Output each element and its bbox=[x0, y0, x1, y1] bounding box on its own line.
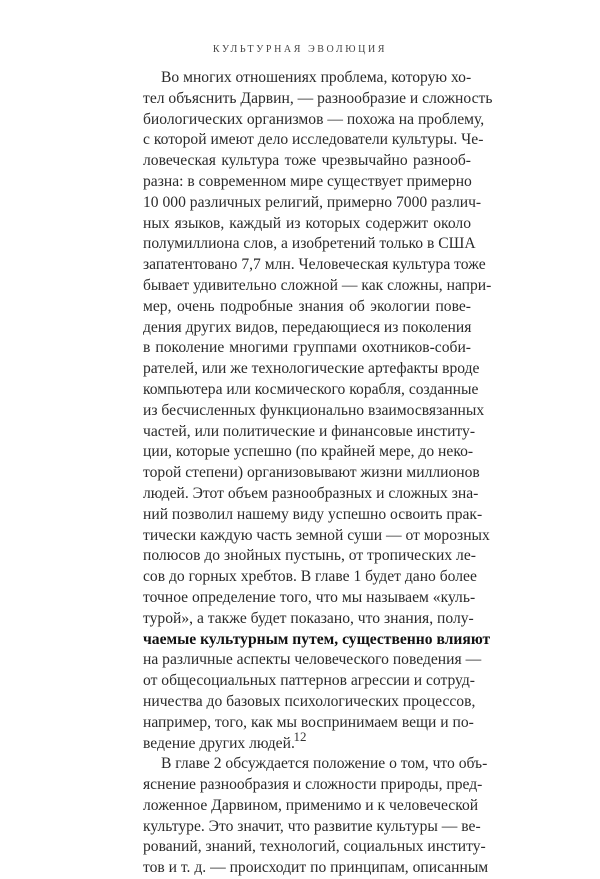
text-line: тически каждую часть земной суши — от морозных bbox=[143, 526, 490, 544]
text-line: В главе 2 обсуждается положение о том, что объ- bbox=[161, 755, 488, 773]
paragraph-1 bbox=[143, 68, 493, 754]
text-line: Во многих отношениях проблема, которую хо- bbox=[161, 69, 472, 86]
text-line: ных языков, каждый из которых содержит около bbox=[143, 214, 471, 232]
text-line: тов и т. д. — происходит по принципам, описанным bbox=[143, 859, 489, 877]
page-number: 12 bbox=[293, 729, 307, 744]
text-line: на различные аспекты человеческого поведения — bbox=[143, 651, 482, 669]
text-line: компьютера или космического корабля, созданные bbox=[143, 380, 479, 398]
text-line: сов до горных хребтов. В главе 1 будет дано более bbox=[143, 568, 477, 586]
text-line: людей. Этот объем разнообразных и сложных зна- bbox=[143, 484, 479, 502]
text-line: разна: в современном мире существует примерно bbox=[143, 172, 472, 190]
text-line: культуре. Это значит, что развитие культуры — ве- bbox=[143, 817, 481, 835]
paragraph-2 bbox=[143, 754, 489, 879]
text-line: мер, очень подробные знания об экологии пове- bbox=[143, 297, 471, 315]
text-line: ложенное Дарвином, применимо и к человеческой bbox=[143, 796, 479, 814]
text-line: ции, которые успешно (по крайней мере, до неко- bbox=[143, 443, 474, 461]
text-line: тел объяснить Дарвин, — разнообразие и сложность bbox=[143, 89, 493, 107]
running-head: КУЛЬТУРНАЯ ЭВОЛЮЦИЯ bbox=[212, 44, 388, 55]
text-line: из бесчисленных функционально взаимосвязанных bbox=[143, 401, 485, 419]
text-line: от общесоциальных паттернов агрессии и сотруд- bbox=[143, 672, 475, 690]
text-line: бывает удивительно сложной — как сложны, напри- bbox=[143, 276, 492, 294]
text-line: с которой имеют дело исследователи культуры. Че- bbox=[143, 131, 484, 149]
text-line: 10 000 различных религий, примерно 7000 различ- bbox=[143, 193, 482, 211]
text-line: рателей, или же технологические артефакты вроде bbox=[143, 360, 480, 378]
text-line: полюсов до знойных пустынь, от тропических ле- bbox=[143, 547, 476, 565]
text-line: торой степени) организовывают жизни миллионов bbox=[143, 464, 480, 482]
text-line: рований, знаний, технологий, социальных институ- bbox=[143, 838, 486, 856]
text-line: ничества до базовых психологических процессов, bbox=[143, 692, 476, 710]
text-line: ний позволил нашему виду успешно освоить прак- bbox=[143, 505, 483, 523]
text-line: частей, или политические и финансовые институ- bbox=[143, 422, 476, 440]
text-line: ведение других людей. bbox=[143, 734, 295, 752]
text-line: чаемые культурным путем, существенно влияют bbox=[143, 630, 491, 648]
text-line: запатентовано 7,7 млн. Человеческая культура тоже bbox=[143, 256, 486, 274]
body-text bbox=[143, 68, 493, 879]
text-line: дения других видов, передающиеся из поколения bbox=[143, 318, 472, 336]
text-line: точное определение того, что мы называем «куль- bbox=[143, 588, 476, 606]
text-line: ловеческая культура тоже чрезвычайно разнооб- bbox=[143, 152, 471, 170]
text-line: биологических организмов — похожа на проблему, bbox=[143, 110, 485, 128]
text-line: турой», а также будет показано, что знания, полу- bbox=[143, 609, 474, 627]
text-line: в поколение многими группами охотников-соби- bbox=[143, 339, 471, 357]
text-line: например, того, как мы воспринимаем вещи и по- bbox=[143, 713, 474, 731]
text-line: яснение разнообразия и сложности природы, пред- bbox=[143, 776, 483, 794]
text-line: полумиллиона слов, а изобретений только в США bbox=[143, 235, 476, 253]
